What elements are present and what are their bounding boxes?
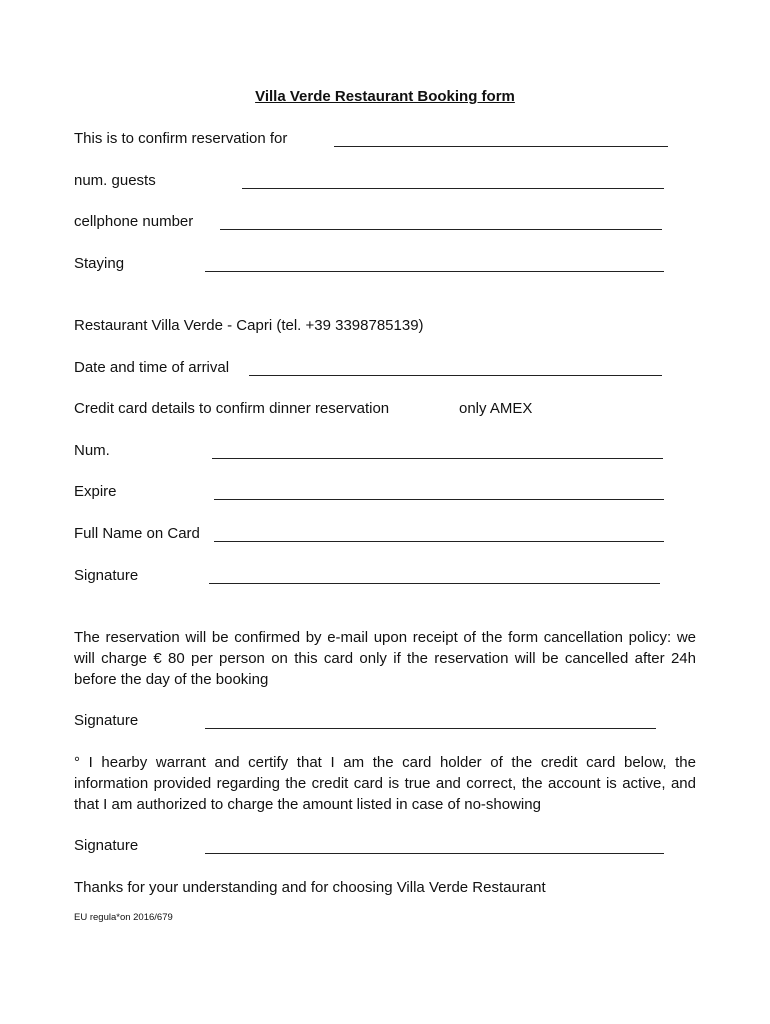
arrival-label: Date and time of arrival bbox=[74, 359, 230, 376]
cancellation-policy: The reservation will be confirmed by e-mail upon receipt of the form cancellation policy: we will charge € 80 per person on this card only if the reservation will be cancelled after 24h before the day of the booking bbox=[74, 629, 696, 688]
guests-field[interactable] bbox=[242, 188, 664, 189]
card-num-label: Num. bbox=[74, 442, 110, 459]
reservation-for-field[interactable] bbox=[334, 146, 668, 147]
cellphone-label: cellphone number bbox=[74, 213, 194, 230]
expire-label: Expire bbox=[74, 483, 117, 500]
warranty-statement: ° I hearby warrant and certify that I am the card holder of the credit card below, the information provided regarding the credit card is true and correct, the account is active, and that I am authorized to charge the amount listed in case of no-showing bbox=[74, 754, 696, 813]
signature-field-1[interactable] bbox=[209, 583, 660, 584]
arrival-field[interactable] bbox=[249, 375, 662, 376]
signature-label-1: Signature bbox=[74, 567, 139, 584]
credit-card-intro: Credit card details to confirm dinner reservation bbox=[74, 400, 390, 417]
guests-label: num. guests bbox=[74, 172, 156, 189]
signature-field-3[interactable] bbox=[205, 853, 664, 854]
reservation-for-label: This is to confirm reservation for bbox=[74, 130, 288, 147]
full-name-label: Full Name on Card bbox=[74, 525, 200, 542]
signature-label-3: Signature bbox=[74, 837, 139, 854]
card-num-field[interactable] bbox=[212, 458, 663, 459]
full-name-field[interactable] bbox=[214, 541, 664, 542]
footnote: EU regula*on 2016/679 bbox=[74, 912, 173, 923]
thanks-note: Thanks for your understanding and for choosing Villa Verde Restaurant bbox=[74, 879, 546, 896]
expire-field[interactable] bbox=[214, 499, 664, 500]
restaurant-info: Restaurant Villa Verde - Capri (tel. +39 3398785139) bbox=[74, 317, 424, 334]
cellphone-field[interactable] bbox=[220, 229, 662, 230]
signature-field-2[interactable] bbox=[205, 728, 656, 729]
only-amex-note: only AMEX bbox=[459, 400, 533, 417]
signature-label-2: Signature bbox=[74, 712, 139, 729]
form-title: Villa Verde Restaurant Booking form bbox=[255, 88, 515, 105]
staying-label: Staying bbox=[74, 255, 125, 272]
staying-field[interactable] bbox=[205, 271, 664, 272]
